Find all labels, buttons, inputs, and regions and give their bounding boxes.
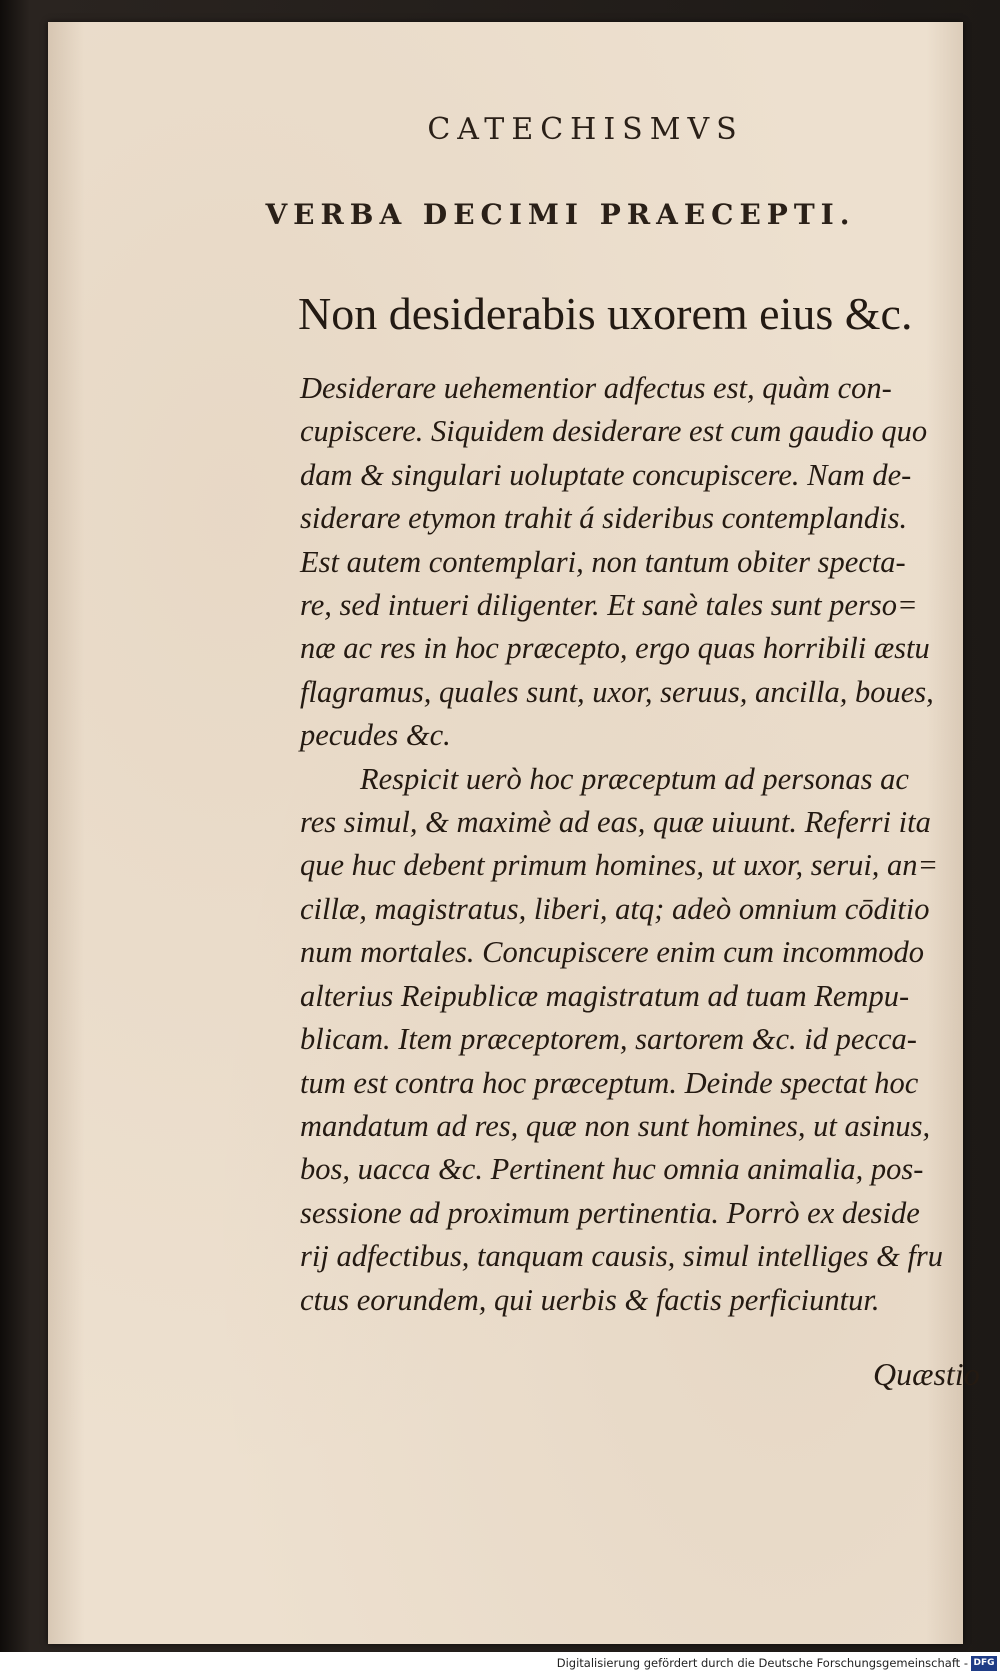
- text-line: num mortales. Concupiscere enim cum incommodo: [300, 935, 925, 970]
- book-page: [48, 22, 980, 1644]
- text-line: Est autem contemplari, non tantum obiter specta-: [300, 544, 906, 579]
- digitization-footer: [0, 1652, 1000, 1676]
- text-line: flagramus, quales sunt, uxor, seruus, ancilla, boues,: [300, 674, 934, 709]
- text-line: Desiderare uehementior adfectus est, quàm con-: [300, 371, 892, 405]
- paragraph-1: [300, 367, 1000, 758]
- text-line: res simul, & maximè ad eas, quæ uiuunt. Referri ita: [300, 805, 931, 840]
- text-line: tum est contra hoc præceptum. Deinde spectat hoc: [300, 1065, 919, 1100]
- body-text: [300, 367, 1000, 1322]
- text-line: sessione ad proximum pertinentia. Porrò ex deside: [300, 1195, 920, 1230]
- text-line: que huc debent primum homines, ut uxor, serui, an=: [300, 848, 939, 883]
- text-line: cillæ, magistratus, liberi, atq; adeò omnium cōditio: [300, 891, 930, 926]
- paragraph-2: [300, 758, 1000, 1322]
- text-line: blicam. Item præceptorem, sartorem &c. id pecca-: [300, 1022, 917, 1057]
- running-head: CATECHISMVS: [427, 112, 744, 147]
- text-line: cupiscere. Siquidem desiderare est cum gaudio quo: [300, 414, 928, 449]
- text-line: Respicit uerò hoc præceptum ad personas ac: [360, 761, 909, 796]
- text-line: bos, uacca &c. Pertinent huc omnia animalia, pos-: [300, 1152, 924, 1187]
- dfg-logo-icon: DFG: [971, 1656, 997, 1671]
- catchword: Quæstio: [873, 1356, 980, 1392]
- text-line: næ ac res in hoc præcepto, ergo quas horribili æstu: [300, 631, 930, 666]
- section-heading: VERBA DECIMI PRAECEPTI.: [265, 198, 856, 231]
- text-line: rij adfectibus, tanquam causis, simul intelliges & fru: [300, 1239, 944, 1274]
- text-line: pecudes &c.: [300, 718, 451, 753]
- text-line: dam & singulari uoluptate concupiscere. Nam de-: [300, 457, 912, 492]
- text-line: alterius Reipublicæ magistratum ad tuam Rempu-: [300, 978, 910, 1013]
- text-line: re, sed intueri diligenter. Et sanè tales sunt perso=: [300, 588, 918, 623]
- commandment-text: Non desiderabis uxorem eius &c.: [298, 288, 913, 339]
- footer-credit: Digitalisierung gefördert durch die Deutsche Forschungsgemeinschaft -: [556, 1656, 968, 1670]
- text-line: siderare etymon trahit á sideribus contemplandis.: [300, 501, 908, 536]
- text-line: ctus eorundem, qui uerbis & factis perficiuntur.: [300, 1282, 880, 1317]
- text-line: mandatum ad res, quæ non sunt homines, ut asinus,: [300, 1108, 931, 1143]
